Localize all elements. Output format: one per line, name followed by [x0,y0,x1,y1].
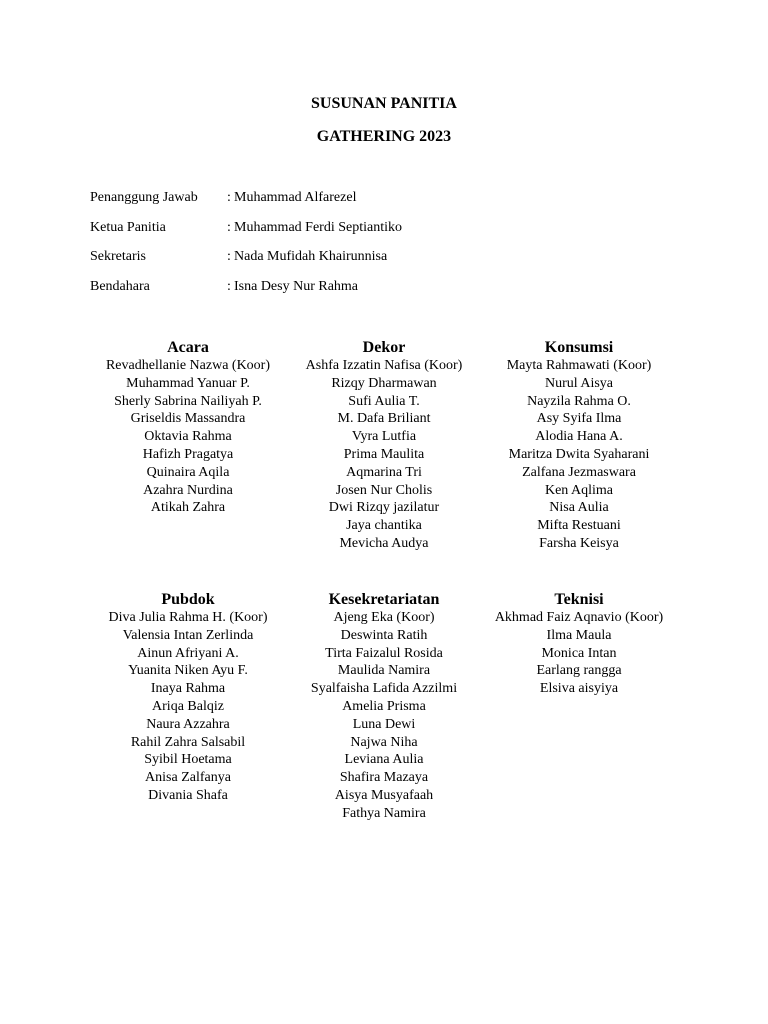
member-name: Inaya Rahma [150,681,226,697]
division-pubdok [78,590,298,805]
member-name: Nisa Aulia [549,500,609,516]
member-name: Vyra Lutfia [351,429,417,445]
member-name: Nayzila Rahma O. [527,393,631,409]
member-name: Prima Maulita [343,446,425,462]
member-name: Naura Azzahra [146,716,230,732]
member-name: Jaya chantika [346,518,422,534]
member-name: Mifta Restuani [537,518,621,534]
member-name: Oktavia Rahma [144,429,232,445]
division-heading: Teknisi [554,591,604,608]
role-separator: : [227,190,231,205]
member-name: Ken Aqlima [544,482,614,498]
role-label: Ketua Panitia [90,219,166,235]
role-row-sekretaris [90,247,690,277]
member-name: Ilma Maula [546,627,612,643]
role-label: Penanggung Jawab [90,190,198,205]
member-name: Earlang rangga [536,663,622,679]
member-name: Muhammad Yanuar P. [126,375,250,391]
division-dekor [274,338,494,553]
member-name: Tirta Faizalul Rosida [325,645,443,661]
member-name: Amelia Prisma [342,698,426,714]
member-list [78,357,298,517]
role-value: Isna Desy Nur Rahma [234,278,359,294]
member-name: Aisya Musyafaah [334,787,434,803]
role-label: Bendahara [90,278,150,294]
role-label: Sekretaris [90,249,146,264]
member-name: Leviana Aulia [344,752,424,768]
member-name: Griseldis Massandra [130,411,246,427]
member-name: Diva Julia Rahma H. (Koor) [108,610,268,625]
member-name: Farsha Keisya [539,535,619,551]
member-name: Revadhellanie Nazwa (Koor) [105,358,271,373]
member-name: Asy Syifa Ilma [536,411,622,427]
member-name: Deswinta Ratih [340,627,428,643]
member-name: Monica Intan [541,645,617,661]
division-heading: Acara [167,339,209,356]
division-heading: Konsumsi [544,339,614,356]
member-name: Maritza Dwita Syaharani [508,446,650,462]
member-name: Elsiva aisyiya [539,681,619,697]
document-title: SUSUNAN PANITIA [311,95,457,112]
member-list [469,609,689,698]
member-name: Quinaira Aqila [146,464,230,480]
member-name: Valensia Intan Zerlinda [122,627,254,643]
member-name: Ashfa Izzatin Nafisa (Koor) [305,358,463,373]
member-name: Josen Nur Cholis [335,482,433,498]
member-name: Rahil Zahra Salsabil [130,734,246,750]
role-separator: : [227,249,231,264]
member-name: Fathya Namira [342,805,426,821]
division-kesekretariatan [274,590,494,823]
member-name: Mayta Rahmawati (Koor) [506,358,652,373]
member-name: Aqmarina Tri [346,464,422,480]
member-name: Nurul Aisya [544,375,614,391]
role-separator: : [227,219,231,235]
member-name: Alodia Hana A. [535,429,623,445]
member-list [274,609,494,823]
role-separator: : [227,278,231,294]
member-name: M. Dafa Briliant [337,411,431,427]
member-name: Anisa Zalfanya [145,770,231,786]
member-name: Luna Dewi [352,716,416,732]
role-value: Nada Mufidah Khairunnisa [234,249,388,264]
member-name: Shafira Mazaya [339,770,429,786]
document-subtitle: GATHERING 2023 [316,128,452,145]
member-name: Dwi Rizqy jazilatur [328,500,440,516]
member-list [78,609,298,805]
role-value: Muhammad Ferdi Septiantiko [234,219,402,235]
member-name: Zalfana Jezmaswara [522,464,636,480]
core-roles-list [90,188,690,306]
member-name: Akhmad Faiz Aqnavio (Koor) [494,610,664,625]
member-name: Divania Shafa [148,787,228,803]
member-name: Syibil Hoetama [144,752,232,768]
division-teknisi [469,590,689,698]
member-name: Mevicha Audya [339,535,429,551]
member-name: Yuanita Niken Ayu F. [128,663,248,679]
member-name: Ainun Afriyani A. [137,645,239,661]
division-heading: Kesekretariatan [328,591,440,608]
role-row-ketua-panitia [90,218,690,248]
member-name: Rizqy Dharmawan [331,375,437,391]
member-name: Syalfaisha Lafida Azzilmi [310,681,458,697]
member-name: Azahra Nurdina [143,482,233,498]
division-heading: Dekor [362,339,406,356]
division-konsumsi [469,338,689,553]
member-name: Najwa Niha [350,734,418,750]
division-acara [78,338,298,517]
member-name: Ajeng Eka (Koor) [333,610,435,625]
division-heading: Pubdok [161,591,215,608]
role-row-penanggung-jawab [90,188,690,218]
member-name: Sufi Aulia T. [348,393,420,409]
member-name: Ariqa Balqiz [152,698,224,714]
member-name: Maulida Namira [337,663,431,679]
member-name: Atikah Zahra [150,500,226,516]
member-name: Hafizh Pragatya [142,446,234,462]
role-value: Muhammad Alfarezel [234,190,357,205]
role-row-bendahara [90,277,690,307]
member-name: Sherly Sabrina Nailiyah P. [114,393,262,409]
member-list [274,357,494,553]
member-list [469,357,689,553]
